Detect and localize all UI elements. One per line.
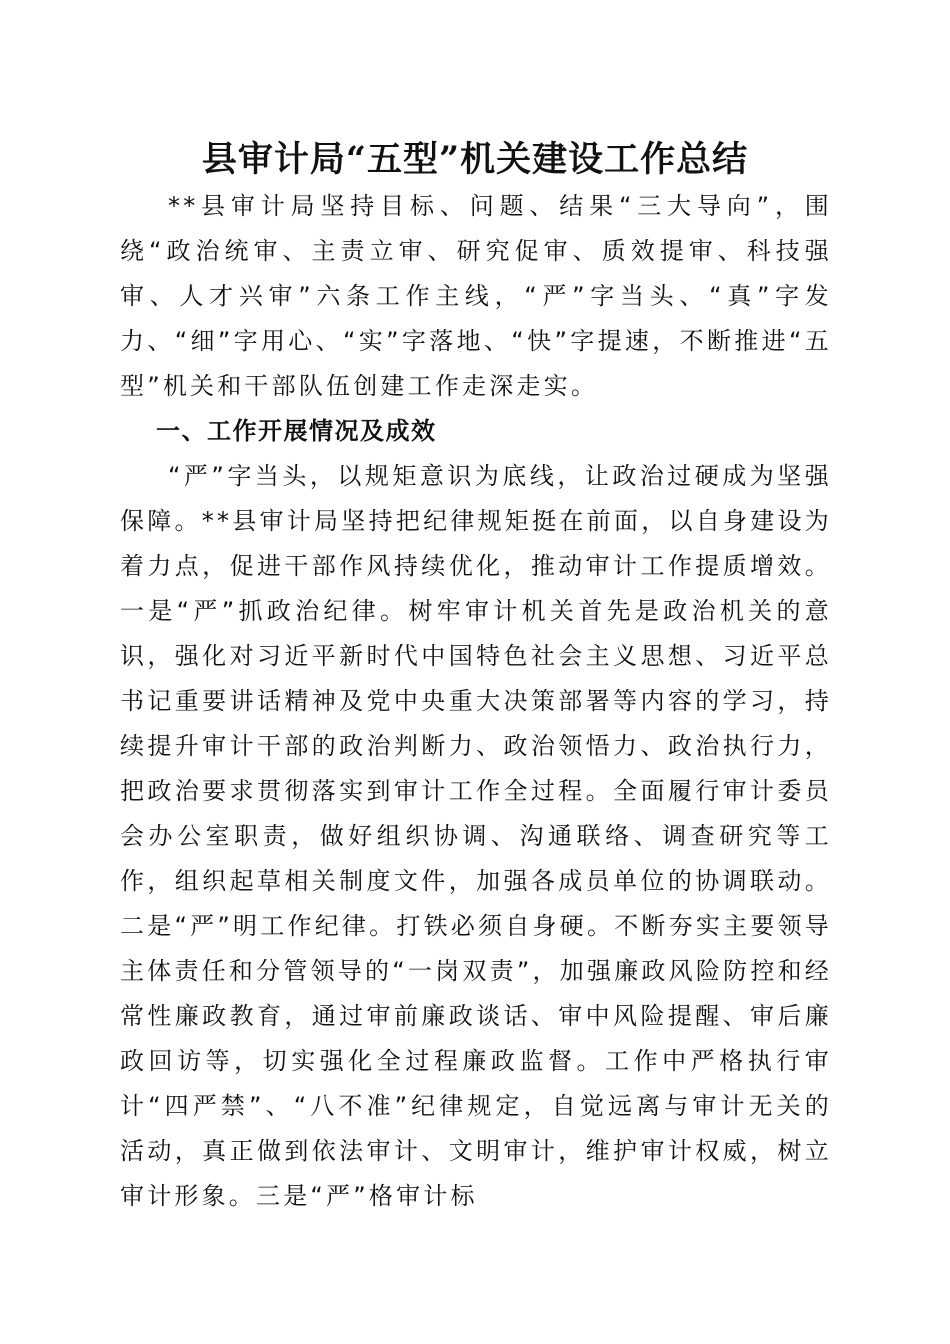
intro-paragraph: **县审计局坚持目标、问题、结果“三大导向”，围绕“政治统审、主责立审、研究促审、质效提审、科技强审、人才兴审”六条工作主线，“严”字当头、“真”字发力、“细”字用心、“实”字落地、“快”字提速，不断推进“五型”机关和干部队伍创建工作走深走实。 [120,192,832,400]
section-heading: 一、工作开展情况及成效 [156,417,437,445]
document-title: 县审计局“五型”机关建设工作总结 [201,139,749,180]
section-paragraph: “严”字当头，以规矩意识为底线，让政治过硬成为坚强保障。**县审计局坚持把纪律规矩挺在前面，以自身建设为着力点，促进干部作风持续优化，推动审计工作提质增效。一是“严”抓政治纪律。树牢审计机关首先是政治机关的意识，强化对习近平新时代中国特色社会主义思想、习近平总书记重要讲话精神及党中央重大决策部署等内容的学习，持续提升审计干部的政治判断力、政治领悟力、政治执行力，把政治要求贯彻落实到审计工作全过程。全面履行审计委员会办公室职责，做好组织协调、沟通联络、调查研究等工作，组织起草相关制度文件，加强各成员单位的协调联动。二是“严”明工作纪律。打铁必须自身硬。不断夯实主要领导主体责任和分管领导的“一岗双责”，加强廉政风险防控和经常性廉政教育，通过审前廉政谈话、审中风险提醒、审后廉政回访等，切实强化全过程廉政监督。工作中严格执行审计“四严禁”、“八不准”纪律规定，自觉远离与审计无关的活动，真正做到依法审计、文明审计，维护审计权威，树立审计形象。三是“严”格审计标 [120,462,832,1210]
document-body [120,184,832,1219]
